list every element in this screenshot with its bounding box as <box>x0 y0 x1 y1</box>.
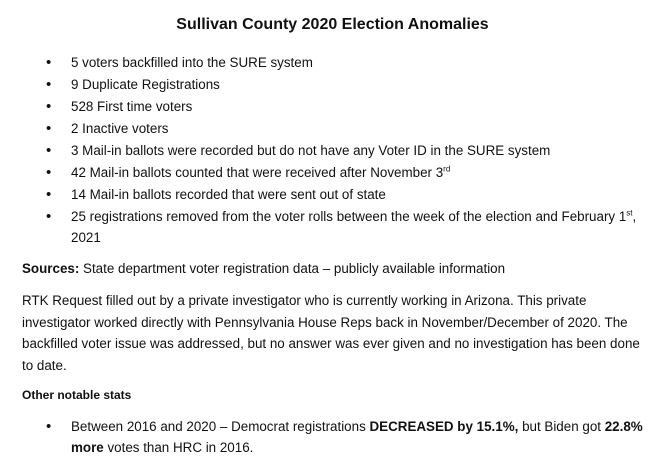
anomaly-item: • 5 voters backfilled into the SURE system <box>46 52 646 74</box>
anomaly-item: • 9 Duplicate Registrations <box>46 74 646 96</box>
anomaly-item: • 25 registrations removed from the voter rolls between the week of the election and February 1st, 2021 <box>46 206 646 248</box>
anomaly-item: • 528 First time voters <box>46 96 646 118</box>
sources-text: State department voter registration data – publicly available information <box>79 261 506 276</box>
notable-stats-list <box>46 416 646 458</box>
other-notable-heading: Other notable stats <box>22 388 132 402</box>
anomalies-list <box>46 52 646 248</box>
anomaly-item: • 2 Inactive voters <box>46 118 646 140</box>
notable-stat-item: • Between 2016 and 2020 – Democrat registrations DECREASED by 15.1%, but Biden got 22.8% more votes than HRC in 2016. <box>46 416 646 458</box>
ordinal-suffix: st <box>626 208 633 218</box>
document-title: Sullivan County 2020 Election Anomalies <box>176 16 489 33</box>
ordinal-suffix: rd <box>443 164 451 174</box>
sources-label: Sources: <box>22 261 80 276</box>
anomaly-item: • 14 Mail-in ballots recorded that were sent out of state <box>46 184 646 206</box>
sources-line <box>22 259 505 279</box>
rtk-paragraph: RTK Request filled out by a private investigator who is currently working in Arizona. This private investigator worked directly with Pennsylvania House Reps back in November/December of 2020. The backfilled voter issue was addressed, but no answer was ever given and no investigation has been done to date. <box>22 293 640 373</box>
anomaly-item: • 3 Mail-in ballots were recorded but do not have any Voter ID in the SURE system <box>46 140 646 162</box>
anomaly-item: • 42 Mail-in ballots counted that were received after November 3rd <box>46 162 646 184</box>
